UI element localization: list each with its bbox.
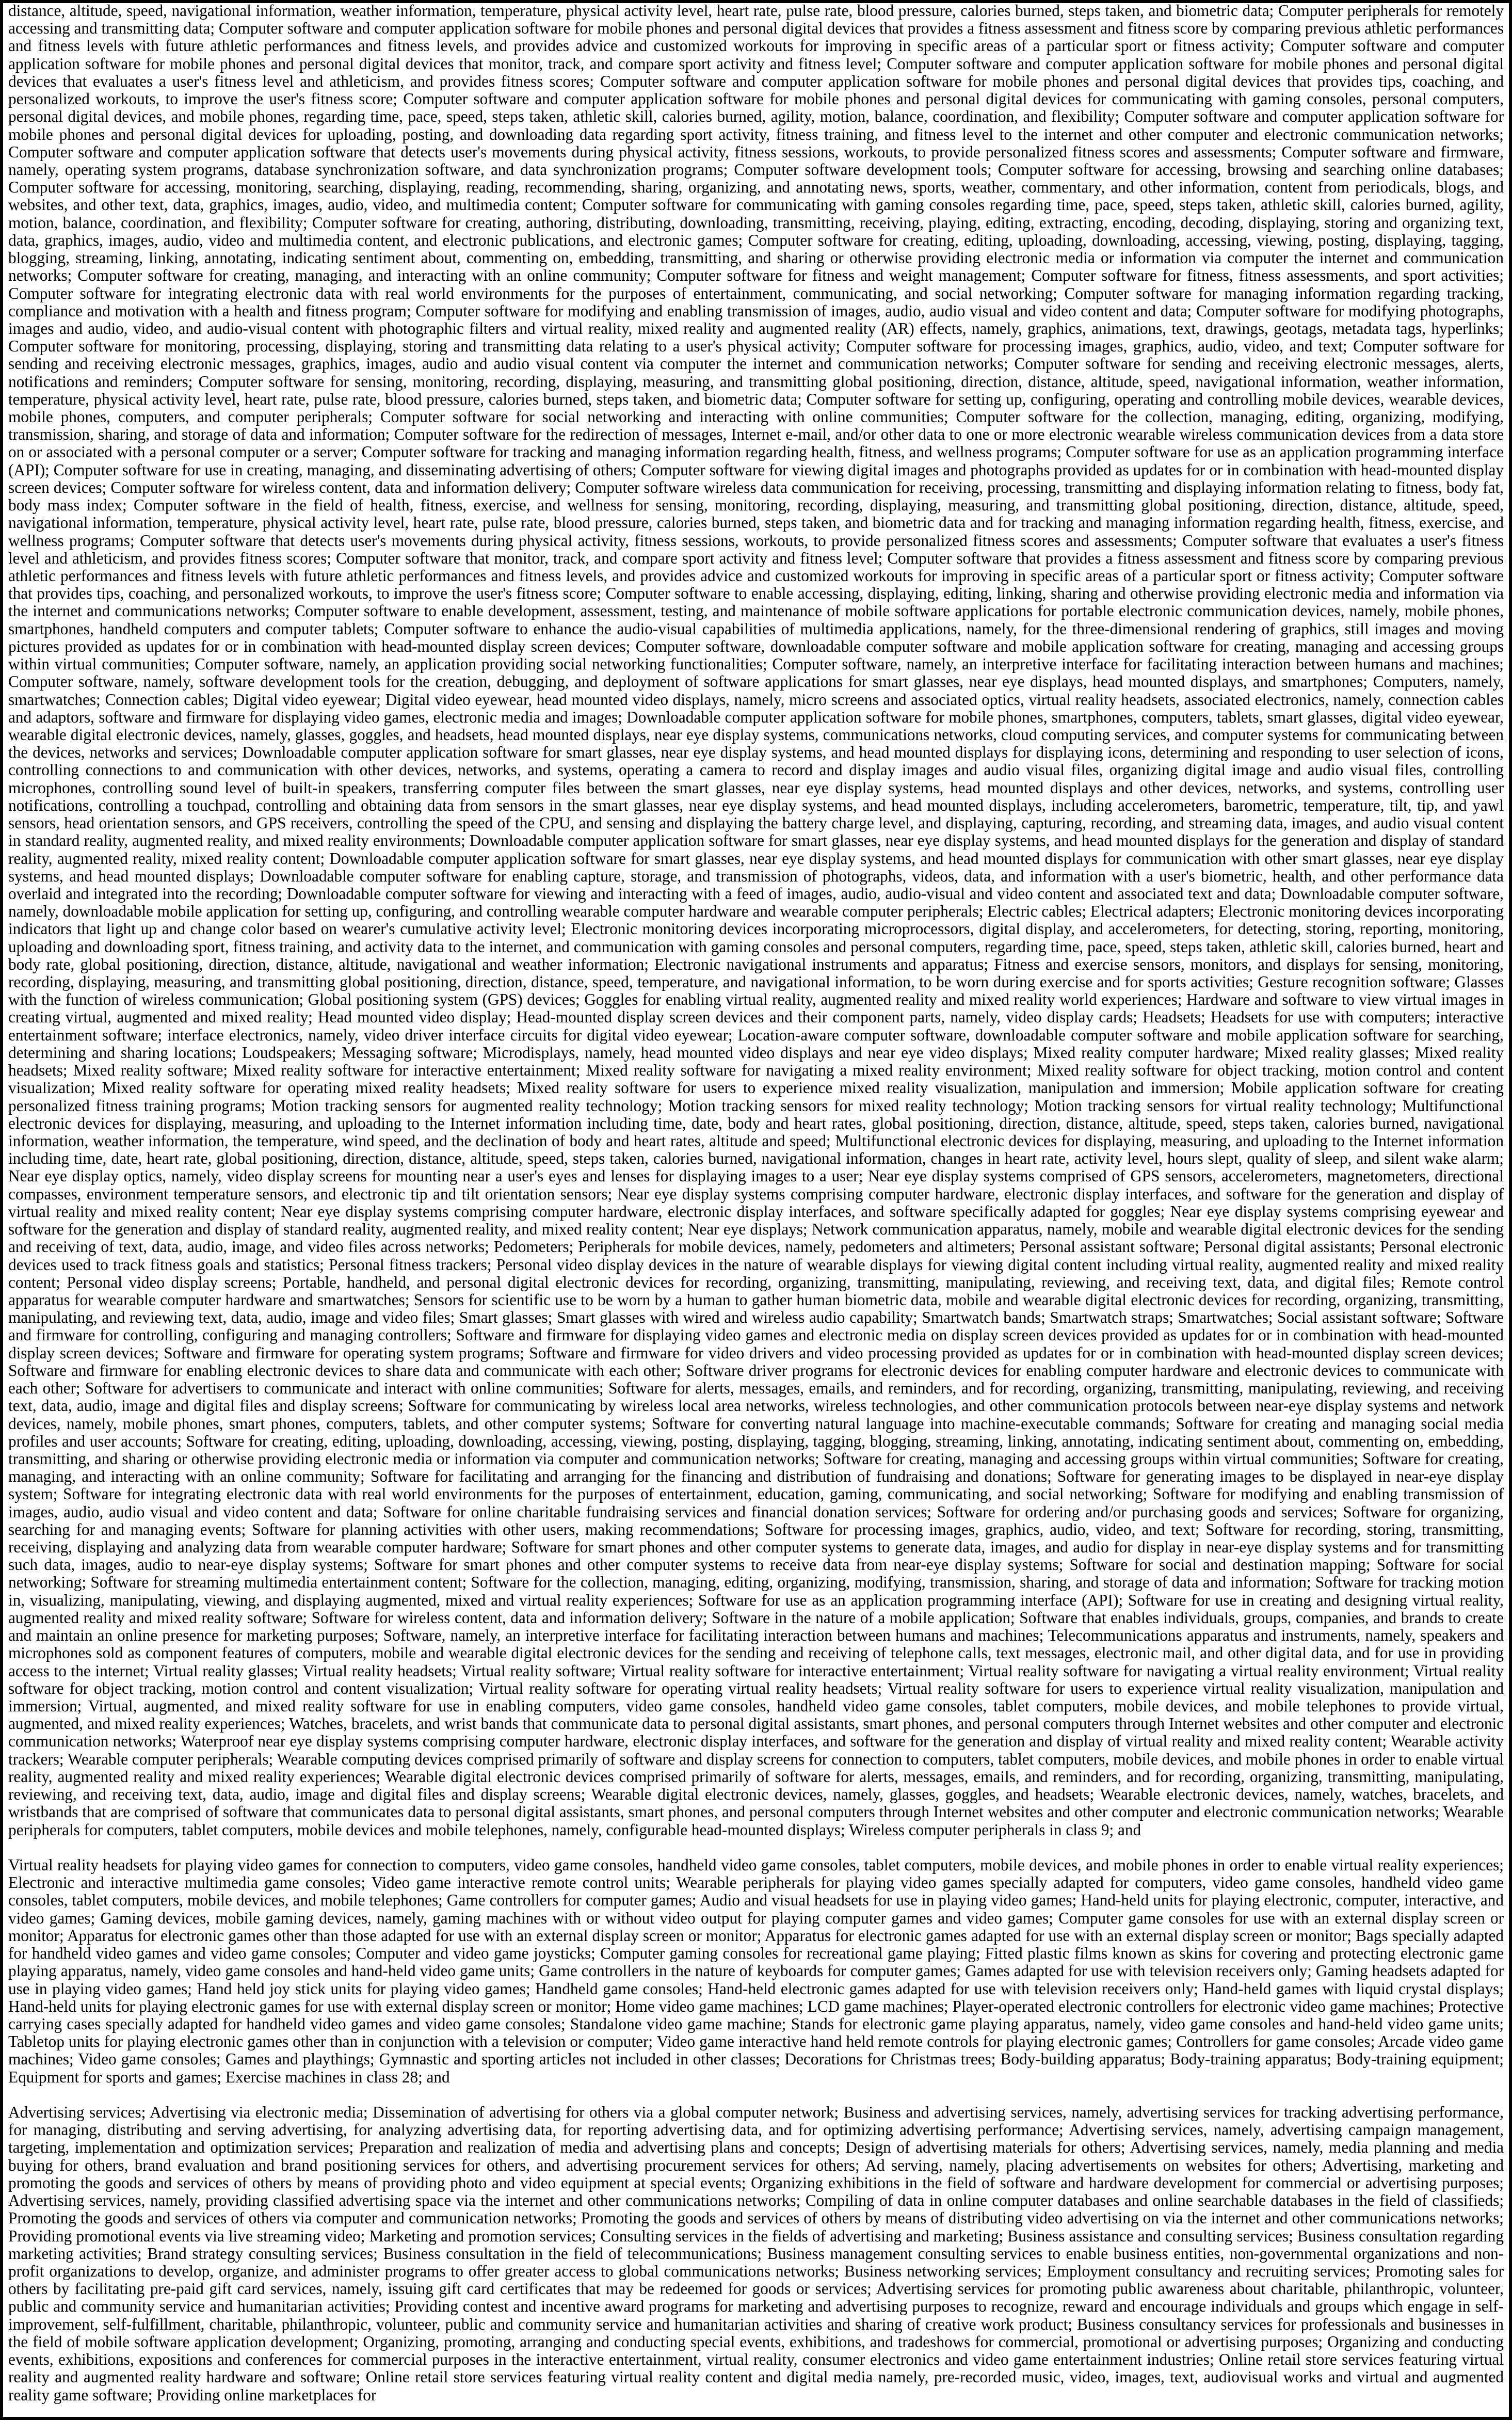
paragraph-class-35: Advertising services; Advertising via electronic media; Dissemination of advertising for others via a global computer network; Business and advertising services, namely, advertising services for tracking advertising performance, for managing, distributing and serving advertising, for analyzing advertising data, for reporting advertising data, and for optimizing advertising performance; Advertising services, namely, advertising campaign management, targeting, implementation and optimization services; Preparation and realization of media and advertising plans and concepts; Design of advertising materials for others; Advertising services, namely, media planning and media buying for others, brand evaluation and brand positioning services for others, and advertising procurement services for others; Ad serving, namely, placing advertisements on websites for others; Advertising, marketing and promoting the goods and services of others by means of providing photo and video equipment at special events; Organizing exhibitions in the field of software and hardware development for commercial or advertising purposes; Advertising services, namely, providing classified advertising space via the internet and other communications networks; Compiling of data in online computer databases and online searchable databases in the field of classifieds; Promoting the goods and services of others via computer and communication networks; Promoting the goods and services of others by means of distributing video advertising on via the internet and other communications networks; Providing promotional events via live streaming video; Marketing and promotion services; Consulting services in the fields of advertising and marketing; Business assistance and consulting services; Business consultation regarding marketing activities; Brand strategy consulting services; Business consultation in the field of telecommunications; Business management consulting services to enable business entities, non-governmental organizations and non-profit organizations to develop, organize, and administer programs to offer greater access to global communications networks; Business networking services; Employment consultancy and recruiting services; Promoting sales for others by facilitating pre-paid gift card services, namely, issuing gift card certificates that may be redeemed for goods or services; Advertising services for promoting public awareness about charitable, philanthropic, volunteer, public and community service and humanitarian activities; Providing contest and incentive award programs for marketing and advertising purposes to recognize, reward and encourage individuals and groups which engage in self-improvement, self-fulfillment, charitable, philanthropic, volunteer, public and community service and humanitarian activities and sharing of creative work product; Business consultancy services for professionals and businesses in the field of mobile software application development; Organizing, promoting, arranging and conducting special events, exhibitions, and tradeshows for commercial, promotional or advertising purposes; Organizing and conducting events, exhibitions, expositions and conferences for commercial purposes in the interactive entertainment, virtual reality, consumer electronics and video game entertainment industries; Online retail store services featuring virtual reality and augmented reality hardware and software; Online retail store services featuring virtual reality content and digital media namely, pre-recorded music, video, images, text, audiovisual works and virtual and augmented reality game software; Providing online marketplaces for (8, 2103, 1504, 2404)
paragraph-class-9: distance, altitude, speed, navigational information, weather information, temperature, physical activity level, heart rate, pulse rate, blood pressure, calories burned, steps taken, and biometric data; Computer peripherals for remotely accessing and transmitting data; Computer software and computer application software for mobile phones and personal digital devices that provides a fitness assessment and fitness score by comparing previous athletic performances and fitness levels with future athletic performances and fitness levels, and provides advice and customized workouts for improving in specific areas of a particular sport or fitness activity; Computer software and computer application software for mobile phones and personal digital devices that monitor, track, and compare sport activity and fitness level; Computer software and computer application software for mobile phones and personal digital devices that evaluates a user's fitness level and athleticism, and provides fitness scores; Computer software and computer application software for mobile phones and personal digital devices that provides tips, coaching, and personalized workouts, to improve the user's fitness score; Computer software and computer application software for mobile phones and personal digital devices for communicating with gaming consoles, personal computers, personal digital devices, and mobile phones, regarding time, pace, speed, steps taken, athletic skill, calories burned, agility, motion, balance, coordination, and flexibility; Computer software and computer application software for mobile phones and personal digital devices for uploading, posting, and downloading data regarding sport activity, fitness training, and fitness level to the internet and other computer and electronic communication networks; Computer software and computer application software that detects user's movements during physical activity, fitness sessions, workouts, to provide personalized fitness scores and assessments; Computer software and firmware, namely, operating system programs, database synchronization software, and data synchronization programs; Computer software development tools; Computer software for accessing, browsing and searching online databases; Computer software for accessing, monitoring, searching, displaying, reading, recommending, sharing, organizing, and annotating news, sports, weather, commentary, and other information, content from periodicals, blogs, and websites, and other text, data, graphics, images, audio, video, and multimedia content; Computer software for communicating with gaming consoles regarding time, pace, speed, steps taken, athletic skill, calories burned, agility, motion, balance, coordination, and flexibility; Computer software for creating, authoring, distributing, downloading, transmitting, receiving, playing, editing, extracting, encoding, decoding, displaying, storing and organizing text, data, graphics, images, audio, video and multimedia content, and electronic publications, and electronic games; Computer software for creating, editing, uploading, downloading, accessing, viewing, posting, displaying, tagging, blogging, streaming, linking, annotating, indicating sentiment about, commenting on, embedding, transmitting, and sharing or otherwise providing electronic media or information via computer the internet and communication networks; Computer software for creating, managing, and interacting with an online community; Computer software for fitness and weight management; Computer software for fitness, fitness assessments, and sport activities; Computer software for integrating electronic data with real world environments for the purposes of entertainment, communicating, and social networking; Computer software for managing information regarding tracking, compliance and motivation with a health and fitness program; Computer software for modifying and enabling transmission of images, audio, audio visual and video content and data; Computer software for modifying photographs, images and audio, video, and audio-visual content with photographic filters and virtual reality, mixed reality and augmented reality (AR) effects, namely, graphics, animations, text, drawings, geotags, metadata tags, hyperlinks; Computer software for monitoring, processing, displaying, storing and transmitting data relating to a user's physical activity; Computer software for processing images, graphics, audio, video, and text; Computer software for sending and receiving electronic messages, graphics, images, audio and audio visual content via computer the internet and communication networks; Computer software for sending and receiving electronic messages, alerts, notifications and reminders; Computer software for sensing, monitoring, recording, displaying, measuring, and transmitting global positioning, direction, distance, altitude, speed, navigational information, weather information, temperature, physical activity level, heart rate, pulse rate, blood pressure, calories burned, steps taken, and biometric data; Computer software for setting up, configuring, operating and controlling mobile devices, wearable devices, mobile phones, computers, and computer peripherals; Computer software for social networking and interacting with online communities; Computer software for the collection, managing, editing, organizing, modifying, transmission, sharing, and storage of data and information; Computer software for the redirection of messages, Internet e-mail, and/or other data to one or more electronic wearable wireless communication devices from a data store on or associated with a personal computer or a server; Computer software for tracking and managing information regarding health, fitness, and wellness programs; Computer software for use as an application programming interface (API); Computer software for use in creating, managing, and disseminating advertising of others; Computer software for viewing digital images and photographs provided as updates for or in combination with head-mounted display screen devices; Computer software for wireless content, data and information delivery; Computer software wireless data communication for receiving, processing, transmitting and displaying information relating to fitness, body fat, body mass index; Computer software in the field of health, fitness, exercise, and wellness for sensing, monitoring, recording, displaying, measuring, and transmitting global positioning, direction, distance, altitude, speed, navigational information, temperature, physical activity level, heart rate, pulse rate, blood pressure, calories burned, steps taken, and biometric data and for tracking and managing information regarding health, fitness, exercise, and wellness programs; Computer software that detects user's movements during physical activity, fitness sessions, workouts, to provide personalized fitness scores and assessments; Computer software that evaluates a user's fitness level and athleticism, and provides fitness scores; Computer software that monitor, track, and compare sport activity and fitness level; Computer software that provides a fitness assessment and fitness score by comparing previous athletic performances and fitness levels with future athletic performances and fitness levels, and provides advice and customized workouts for improving in specific areas of a particular sport or fitness activity; Computer software that provides tips, coaching, and personalized workouts, to improve the user's fitness score; Computer software to enable accessing, displaying, editing, linking, sharing and otherwise providing electronic media and information via the internet and communications networks; Computer software to enable development, assessment, testing, and maintenance of mobile software applications for portable electronic communication devices, namely, mobile phones, smartphones, handheld computers and computer tablets; Computer software to enhance the audio-visual capabilities of multimedia applications, namely, for the three-dimensional rendering of graphics, still images and moving pictures provided as updates for or in combination with head-mounted display screen devices; Computer software, downloadable computer software and mobile application software for creating, managing and accessing groups within virtual communities; Computer software, namely, an application providing social networking functionalities; Computer software, namely, an interpretive interface for facilitating interaction between humans and machines; Computer software, namely, software development tools for the creation, debugging, and deployment of software applications for smart glasses, near eye displays, head mounted displays, and smartphones; Computers, namely, smartwatches; Connection cables; Digital video eyewear; Digital video eyewear, head mounted video displays, namely, micro screens and associated optics, virtual reality headsets, associated electronics, namely, connection cables and adaptors, software and firmware for displaying video games, electronic media and images; Downloadable computer application software for mobile phones, smartphones, computers, tablets, smart glasses, digital video eyewear, wearable digital electronic devices, namely, glasses, goggles, and headsets, head mounted displays, near eye display systems, communications networks, cloud computing services, and computer systems for communicating between the devices, networks and services; Downloadable computer application software for smart glasses, near eye display systems, and head mounted displays for displaying icons, determining and responding to user selection of icons, controlling connections to and communication with other devices, networks, and systems, operating a camera to record and display images and audio visual files, organizing digital image and audio visual files, controlling microphones, controlling sound level of built-in speakers, transferring computer files between the smart glasses, near eye display systems, head mounted displays and other devices, networks, and systems, controlling user notifications, controlling a touchpad, controlling and obtaining data from sensors in the smart glasses, near eye display systems, and head mounted displays, including accelerometers, barometric, temperature, tilt, tip, and yawl sensors, head orientation sensors, and GPS receivers, controlling the speed of the CPU, and sensing and displaying the battery charge level, and displaying, capturing, recording, and streaming data, images, and audio visual content in standard reality, augmented reality, and mixed reality environments; Downloadable computer application software for smart glasses, near eye display systems, and head mounted displays for the generation and display of standard reality, augmented reality, mixed reality content; Downloadable computer application software for smart glasses, near eye display systems, and head mounted displays for communication with other smart glasses, near eye display systems, and head mounted displays; Downloadable computer software for enabling capture, storage, and transmission of photographs, videos, data, and information with a user's biometric, health, and other performance data overlaid and integrated into the recording; Downloadable computer software for viewing and interacting with a feed of images, audio, audio-visual and video content and associated text and data; Downloadable computer software, namely, downloadable mobile application for setting up, configuring, and controlling wearable computer hardware and wearable computer peripherals; Electric cables; Electrical adapters; Electronic monitoring devices incorporating indicators that light up and change color based on wearer's cumulative activity level; Electronic monitoring devices incorporating microprocessors, digital display, and accelerometers, for detecting, storing, reporting, monitoring, uploading and downloading sport, fitness training, and activity data to the internet, and communication with gaming consoles and personal computers, regarding time, pace, speed, steps taken, athletic skill, calories burned, heart and body rate, global positioning, direction, distance, altitude, navigational and weather information; Electronic navigational instruments and apparatus; Fitness and exercise sensors, monitors, and displays for sensing, monitoring, recording, displaying, measuring, and transmitting global positioning, direction, distance, speed, temperature, and navigational information, to be worn during exercise and for sports activities; Gesture recognition software; Glasses with the function of wireless communication; Global positioning system (GPS) devices; Goggles for enabling virtual reality, augmented reality and mixed reality world experiences; Hardware and software to view virtual images in creating virtual, augmented and mixed reality; Head mounted video display; Head-mounted display screen devices and their component parts, namely, video display cards; Headsets; Headsets for use with computers; interactive entertainment software; interface electronics, namely, video driver interface circuits for digital video eyewear; Location-aware computer software, downloadable computer software and mobile application software for searching, determining and sharing locations; Loudspeakers; Messaging software; Microdisplays, namely, head mounted video displays and near eye video displays; Mixed reality computer hardware; Mixed reality glasses; Mixed reality headsets; Mixed reality software; Mixed reality software for interactive entertainment; Mixed reality software for navigating a mixed reality environment; Mixed reality software for object tracking, motion control and content visualization; Mixed reality software for operating mixed reality headsets; Mixed reality software for users to experience mixed reality visualization, manipulation and immersion; Mobile application software for creating personalized fitness training programs; Motion tracking sensors for augmented reality technology; Motion tracking sensors for mixed reality technology; Motion tracking sensors for virtual reality technology; Multifunctional electronic devices for displaying, measuring, and uploading to the Internet information including time, date, body and heart rates, global positioning, direction, distance, altitude, speed, steps taken, calories burned, navigational information, weather information, the temperature, wind speed, and the declination of body and heart rates, altitude and speed; Multifunctional electronic devices for displaying, measuring, and uploading to the Internet information including time, date, heart rate, global positioning, direction, distance, altitude, speed, steps taken, calories burned, navigational information, changes in heart rate, activity level, hours slept, quality of sleep, and silent wake alarm; Near eye display optics, namely, video display screens for mounting near a user's eyes and lenses for displaying images to a user; Near eye display systems comprised of GPS sensors, accelerometers, magnetometers, directional compasses, environment temperature sensors, and electronic tip and tilt orientation sensors; Near eye display systems comprising computer hardware, electronic display interfaces, and software for the generation and display of virtual reality and mixed reality content; Near eye display systems comprising computer hardware, electronic display interfaces, and software specifically adapted for goggles; Near eye display systems comprising eyewear and software for the generation and display of standard reality, augmented reality, and mixed reality content; Near eye displays; Network communication apparatus, namely, mobile and wearable digital electronic devices for the sending and receiving of text, data, audio, image, and video files across networks; Pedometers; Peripherals for mobile devices, namely, pedometers and altimeters; Personal assistant software; Personal digital assistants; Personal electronic devices used to track fitness goals and statistics; Personal fitness trackers; Personal video display devices in the nature of wearable displays for viewing digital content including virtual reality, augmented reality and mixed reality content; Personal video display screens; Portable, handheld, and personal digital electronic devices for recording, organizing, transmitting, manipulating, reviewing, and receiving text, data, and digital files; Remote control apparatus for wearable computer hardware and smartwatches; Sensors for scientific use to be worn by a human to gather human biometric data, mobile and wearable digital electronic devices for recording, organizing, transmitting, manipulating, and reviewing text, data, audio, image and video files; Smart glasses; Smart glasses with wired and wireless audio capability; Smartwatch bands; Smartwatch straps; Smartwatches; Social assistant software; Software and firmware for controlling, configuring and managing controllers; Software and firmware for displaying video games and electronic media on display screen devices provided as updates for or in combination with head-mounted display screen devices; Software and firmware for operating system programs; Software and firmware for video drivers and video processing provided as updates for or in combination with head-mounted display screen devices; Software and firmware for enabling electronic devices to share data and communicate with each other; Software driver programs for electronic devices for enabling computer hardware and electronic devices to communicate with each other; Software for advertisers to communicate and interact with online communities; Software for alerts, messages, emails, and reminders, and for recording, organizing, transmitting, manipulating, reviewing, and receiving text, data, audio, image and digital files and display screens; Software for communicating by wireless local area networks, wireless technologies, and other communication protocols between near-eye display systems and network devices, namely, mobile phones, smart phones, computers, tablets, and other computer systems; Software for converting natural language into machine-executable commands; Software for creating and managing social media profiles and user accounts; Software for creating, editing, uploading, downloading, accessing, viewing, posting, displaying, tagging, blogging, streaming, linking, annotating, indicating sentiment about, commenting on, embedding, transmitting, and sharing or otherwise providing electronic media or information via computer and communication networks; Software for creating, managing and accessing groups within virtual communities; Software for creating, managing, and interacting with an online community; Software for facilitating and arranging for the financing and distribution of fundraising and donations; Software for generating images to be displayed in near-eye display system; Software for integrating electronic data with real world environments for the purposes of entertainment, education, gaming, communicating, and social networking; Software for modifying and enabling transmission of images, audio, audio visual and video content and data; Software for online charitable fundraising services and financial donation services; Software for ordering and/or purchasing goods and services; Software for organizing, searching for and managing events; Software for planning activities with other users, making recommendations; Software for processing images, graphics, audio, video, and text; Software for recording, storing, transmitting, receiving, displaying and analyzing data from wearable computer hardware; Software for smart phones and other computer systems to generate data, images, and audio for display in near-eye display systems and for transmitting such data, images, audio to near-eye display systems; Software for smart phones and other computer systems to receive data from near-eye display systems; Software for social and destination mapping; Software for social networking; Software for streaming multimedia entertainment content; Software for the collection, managing, editing, organizing, modifying, transmission, sharing, and storage of data and information; Software for tracking motion in, visualizing, manipulating, viewing, and displaying augmented, mixed and virtual reality experiences; Software for use as an application programming interface (API); Software for use in creating and designing virtual reality, augmented reality and mixed reality software; Software for wireless content, data and information delivery; Software in the nature of a mobile application; Software that enables individuals, groups, companies, and brands to create and maintain an online presence for marketing purposes; Software, namely, an interpretive interface for facilitating interaction between humans and machines; Telecommunications apparatus and instruments, namely, speakers and microphones sold as component features of computers, mobile and wearable digital electronic devices for the sending and receiving of telephone calls, text messages, electronic mail, and other digital data, and for use in providing access to the internet; Virtual reality glasses; Virtual reality headsets; Virtual reality software; Virtual reality software for interactive entertainment; Virtual reality software for navigating a virtual reality environment; Virtual reality software for object tracking, motion control and content visualization; Virtual reality software for operating virtual reality headsets; Virtual reality software for users to experience virtual reality visualization, manipulation and immersion; Virtual, augmented, and mixed reality software for use in enabling computers, video game consoles, handheld video game consoles, tablet computers, mobile devices, and mobile telephones to provide virtual, augmented, and mixed reality experiences; Watches, bracelets, and wrist bands that communicate data to personal digital assistants, smart phones, and personal computers through Internet websites and other computer and electronic communication networks; Waterproof near eye display systems comprising computer hardware, electronic display interfaces, and software for the generation and display of virtual reality and mixed reality content; Wearable activity trackers; Wearable computer peripherals; Wearable computing devices comprised primarily of software and display screens for connection to computers, tablet computers, mobile devices, and mobile phones in order to enable virtual reality, augmented reality and mixed reality experiences; Wearable digital electronic devices comprised primarily of software for alerts, messages, emails, and reminders, and for recording, organizing, transmitting, manipulating, reviewing, and receiving text, data, audio, image and digital files and display screens; Wearable digital electronic devices, namely, glasses, goggles, and headsets; Wearable electronic devices, namely, watches, bracelets, and wristbands that are comprised of software that communicates data to personal digital assistants, smart phones, and personal computers through Internet websites and other computer and electronic communication networks; Wearable peripherals for computers, tablet computers, mobile devices and mobile telephones, namely, configurable head-mounted displays; Wireless computer peripherals in class 9; and (8, 2, 1504, 1839)
paragraph-class-28: Virtual reality headsets for playing video games for connection to computers, video game consoles, handheld video game consoles, tablet computers, mobile devices, and mobile phones in order to enable virtual reality experiences; Electronic and interactive multimedia game consoles; Video game interactive remote control units; Wearable peripherals for playing video games specially adapted for computers, video game consoles, handheld video game consoles, tablet computers, mobile devices, and mobile telephones; Game controllers for computer games; Audio and visual headsets for use in playing video games; Hand-held units for playing electronic, computer, interactive, and video games; Gaming devices, mobile gaming devices, namely, gaming machines with or without video output for playing computer games and video games; Computer game consoles for use with an external display screen or monitor; Apparatus for electronic games other than those adapted for use with an external display screen or monitor; Apparatus for electronic games adapted for use with an external display screen or monitor; Bags specially adapted for handheld video games and video game consoles; Computer and video game joysticks; Computer gaming consoles for recreational game playing; Fitted plastic films known as skins for covering and protecting electronic game playing apparatus, namely, video game consoles and hand-held video game units; Game controllers in the nature of keyboards for computer games; Games adapted for use with television receivers only; Gaming headsets adapted for use in playing video games; Hand held joy stick units for playing video games; Handheld game consoles; Hand-held electronic games adapted for use with television receivers only; Hand-held games with liquid crystal displays; Hand-held units for playing electronic games for use with external display screen or monitor; Home video game machines; LCD game machines; Player-operated electronic controllers for electronic video game machines; Protective carrying cases specially adapted for handheld video games and video game consoles; Standalone video game machine; Stands for electronic game playing apparatus, namely, video game consoles and hand-held video game units; Tabletop units for playing electronic games other than in conjunction with a television or computer; Video game interactive hand held remote controls for playing electronic games; Controllers for game consoles; Arcade video game machines; Video game consoles; Games and playthings; Gymnastic and sporting articles not included in other classes; Decorations for Christmas trees; Body-building apparatus; Body-training apparatus; Body-training equipment; Equipment for sports and games; Exercise machines in class 28; and (8, 1855, 1504, 2086)
